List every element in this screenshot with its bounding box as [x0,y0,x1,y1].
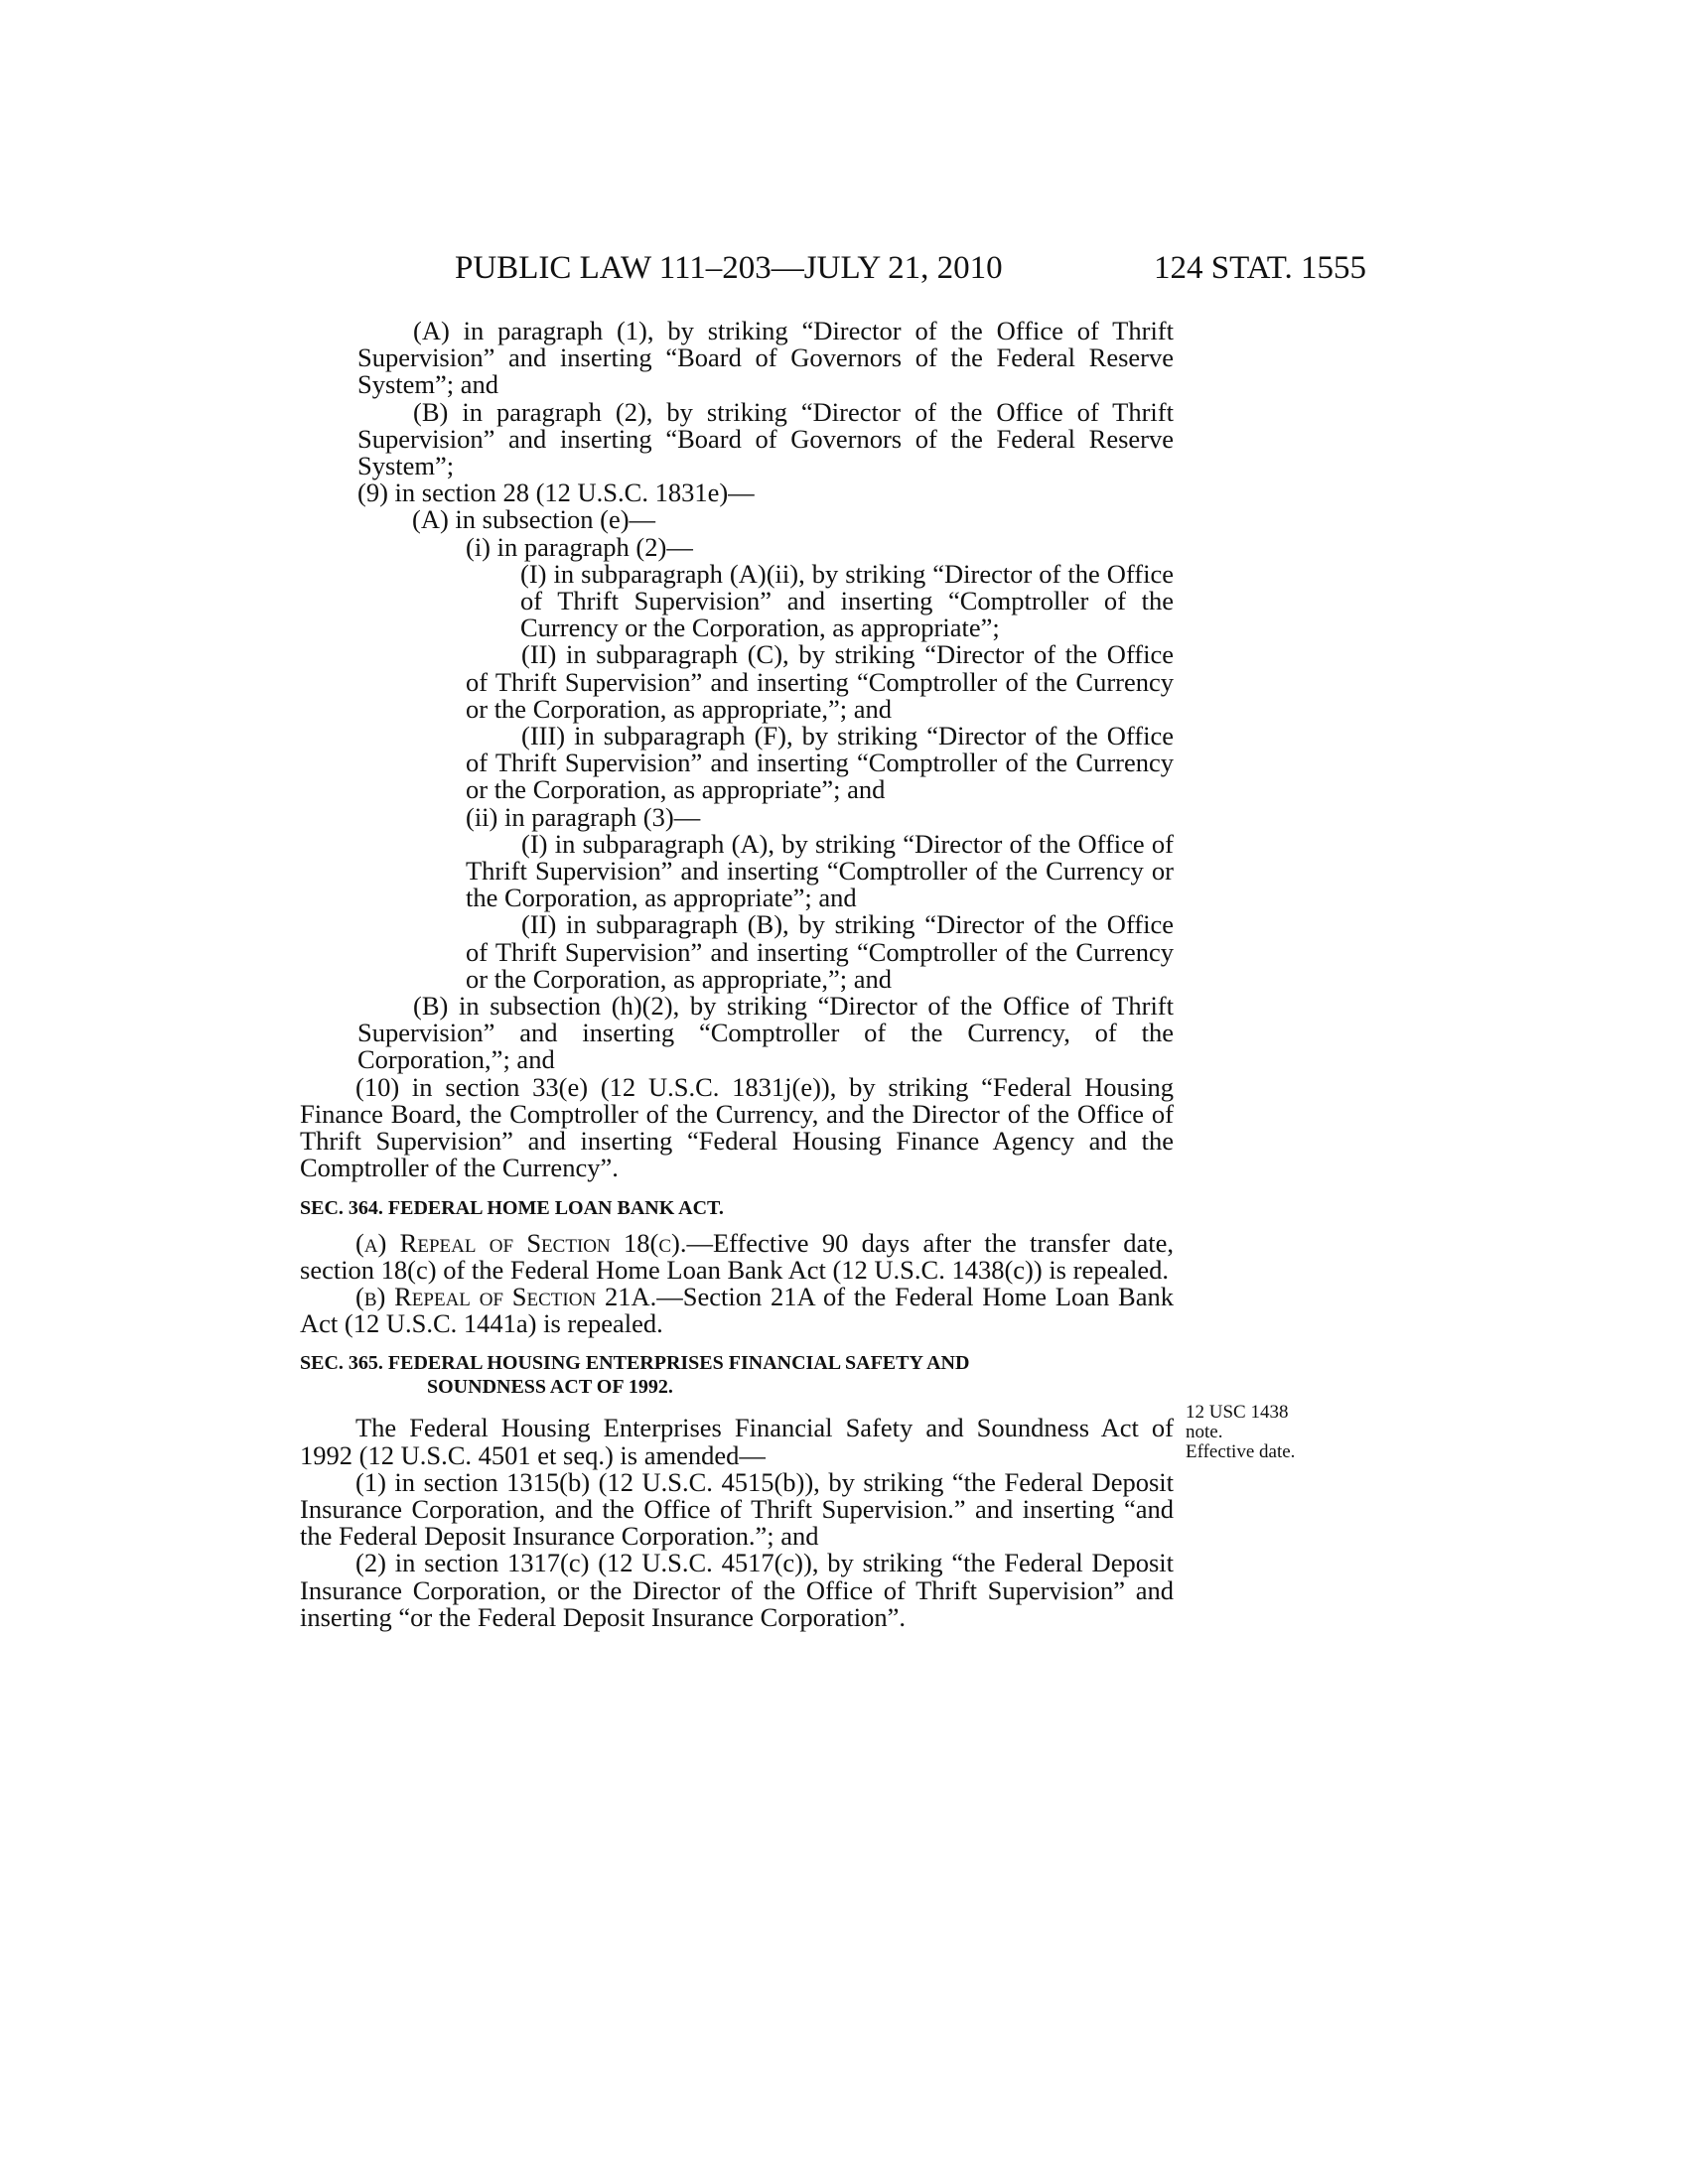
para-9a-i-II: (II) in subparagraph (C), by striking “Director of the Office of Thrift Supervision” and inserting “Comptroller of the Currency or the Corporation, as appropriate,”; and [466,639,1174,724]
margin-note-note: note. [1186,1422,1223,1442]
subsection-b-text: —Section 21A of the Federal Home Loan Bank Act (12 U.S.C. 1441a) is repealed. [300,1281,1174,1339]
section-365-heading-line1: SEC. 365. FEDERAL HOUSING ENTERPRISES FINANCIAL SAFETY AND [300,1352,970,1375]
margin-note [1186,1403,1295,1462]
margin-note-effective: Effective date. [1186,1441,1296,1462]
para-9a-ii-I: (I) in subparagraph (A), by striking “Director of the Office of Thrift Supervision” and inserting “Comptroller of the Currency or the Corporation, as appropriate”; and [466,828,1174,913]
subsection-b-heading: (b) Repeal of Section 21A. [355,1281,657,1311]
para-9a-ii-II: (II) in subparagraph (B), by striking “Director of the Office of Thrift Supervision” and inserting “Comptroller of the Currency or the Corporation, as appropriate,”; and [466,909,1174,994]
para-8a: (A) in paragraph (1), by striking “Director of the Office of Thrift Supervision” and inserting “Board of Governors of the Federal Reserve System”; and [357,316,1174,400]
section-364-a [300,1227,1174,1285]
para-9b: (B) in subsection (h)(2), by striking “Director of the Office of Thrift Supervision” and inserting “Comptroller of the Currency, of the Corporation,”; and [357,991,1174,1075]
margin-note-citation: 12 USC 1438 [1186,1402,1289,1423]
section-365-item-1 [242,1466,1174,1552]
item-2-text: (2) in section 1317(c) (12 U.S.C. 4517(c)), by striking “the Federal Deposit Insurance Corporation, or the Director of the Office of Thrift Supervision” and inserting “or the Federal Deposit Insurance Corporation”. [300,1548,1174,1632]
clause-text: (I) in subparagraph (A)(ii), by striking “Director of the Office of Thrift Supervision” and inserting “Comptroller of the Currency or the Corporation, as appropriate”; [520,558,1174,643]
para-8b: (B) in paragraph (2), by striking “Director of the Office of Thrift Supervision” and inserting “Board of Governors of the Federal Reserve System”; [357,396,1174,481]
section-364-heading: SEC. 364. FEDERAL HOME LOAN BANK ACT. [300,1196,724,1219]
stat-page-number: 124 STAT. 1555 [1153,250,1366,286]
para-9a-i-I [300,558,1174,643]
section-365-item-2 [242,1550,1174,1631]
para-9a-i-III: (III) in subparagraph (F), by striking “Director of the Office of Thrift Supervision” and inserting “Comptroller of the Currency or the Corporation, as appropriate”; and [466,721,1174,805]
page-header [455,250,1366,286]
section-365-heading-line2: SOUNDNESS ACT OF 1992. [427,1376,673,1399]
subsection-a-text: —Effective 90 days after the transfer date, section 18(c) of the Federal Home Loan Bank Act (12 U.S.C. 1438(c)) is repealed. [300,1227,1174,1285]
para-9: (9) in section 28 (12 U.S.C. 1831e)— [357,478,755,508]
subsection-a-heading: (a) Repeal of Section 18(c). [355,1227,687,1258]
para-10: (10) in section 33(e) (12 U.S.C. 1831j(e)), by striking “Federal Housing Finance Board, the Comptroller of the Currency, and the Director of the Office of Thrift Supervision” and inserting “Federal Housing Finance Agency and the Comptroller of the Currency”. [300,1071,1174,1183]
para-9a-i: (i) in paragraph (2)— [466,531,693,562]
section-364-b [300,1281,1174,1339]
para-9a-ii: (ii) in paragraph (3)— [466,801,701,832]
para-9a: (A) in subsection (e)— [412,504,656,535]
page-body [300,318,1174,1631]
section-365-heading [300,1351,1174,1399]
item-1-text: (1) in section 1315(b) (12 U.S.C. 4515(b)), by striking “the Federal Deposit Insurance Corporation, and the Office of Thrift Supervision.” and inserting “and the Federal Deposit Insurance Corporation.”; and [300,1466,1174,1552]
running-title: PUBLIC LAW 111–203—JULY 21, 2010 [455,250,1003,286]
section-365-intro: The Federal Housing Enterprises Financial Safety and Soundness Act of 1992 (12 U.S.C. 4501 et seq.) is amended— [300,1413,1174,1470]
